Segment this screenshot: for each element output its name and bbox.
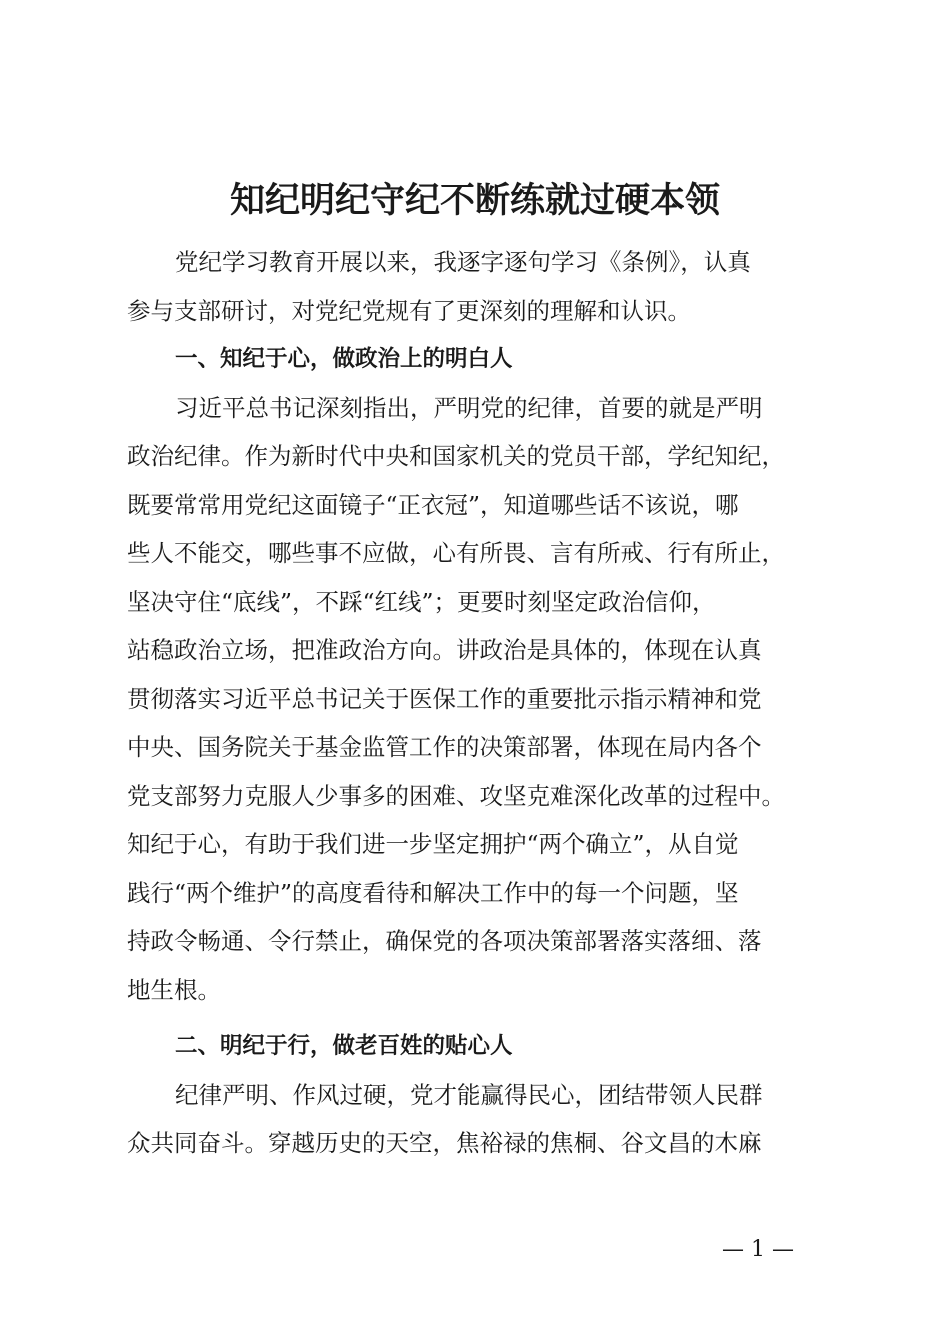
text-line: 习近平总书记深刻指出，严明党的纪律，首要的就是严明: [175, 393, 763, 422]
text-line: 些人不能交，哪些事不应做，心有所畏、言有所戒、行有所止，: [127, 539, 785, 567]
page-number: — 1 —: [722, 1237, 794, 1262]
text-line: 坚决守住“底线”，不踩“红线”；更要时刻坚定政治信仰，: [127, 587, 716, 616]
text-line: 践行“两个维护”的高度看待和解决工作中的每一个问题，坚: [127, 878, 739, 907]
section-2-paragraph: [127, 1071, 839, 1168]
text-line: 持政令畅通、令行禁止，确保党的各项决策部署落实落细、落: [127, 927, 762, 955]
text-line: 纪律严明、作风过硬，党才能赢得民心，团结带领人民群: [175, 1080, 763, 1109]
section-1-paragraph: [127, 384, 839, 1015]
text-line: 众共同奋斗。穿越历史的天空，焦裕禄的焦桐、谷文昌的木麻: [127, 1129, 762, 1157]
section-heading-2: 二、明纪于行，做老百姓的贴心人: [175, 1033, 513, 1059]
section-heading-1: 一、知纪于心，做政治上的明白人: [175, 346, 513, 372]
text-line: 参与支部研讨，对党纪党规有了更深刻的理解和认识。: [127, 296, 691, 325]
text-line: 党纪学习教育开展以来，我逐字逐句学习《条例》，认真: [175, 248, 751, 276]
spacer: [127, 1014, 839, 1022]
document-title: 知纪明纪守纪不断练就过硬本领: [229, 180, 720, 221]
text-line: 贯彻落实习近平总书记关于医保工作的重要批示指示精神和党: [127, 684, 762, 713]
text-line: 站稳政治立场，把准政治方向。讲政治是具体的，体现在认真: [127, 636, 762, 664]
text-line: 地生根。: [127, 975, 221, 1004]
text-line: 知纪于心，有助于我们进一步坚定拥护“两个确立”，从自觉: [127, 830, 739, 858]
text-line: 既要常常用党纪这面镜子“正衣冠”，知道哪些话不该说，哪: [127, 490, 739, 519]
text-line: 党支部努力克服人少事多的困难、攻坚克难深化改革的过程中。: [127, 781, 785, 810]
text-line: 政治纪律。作为新时代中央和国家机关的党员干部，学纪知纪，: [127, 442, 785, 470]
document-body: [127, 238, 839, 1168]
text-line: 中央、国务院关于基金监管工作的决策部署，体现在局内各个: [127, 733, 762, 761]
intro-paragraph: [127, 238, 839, 335]
